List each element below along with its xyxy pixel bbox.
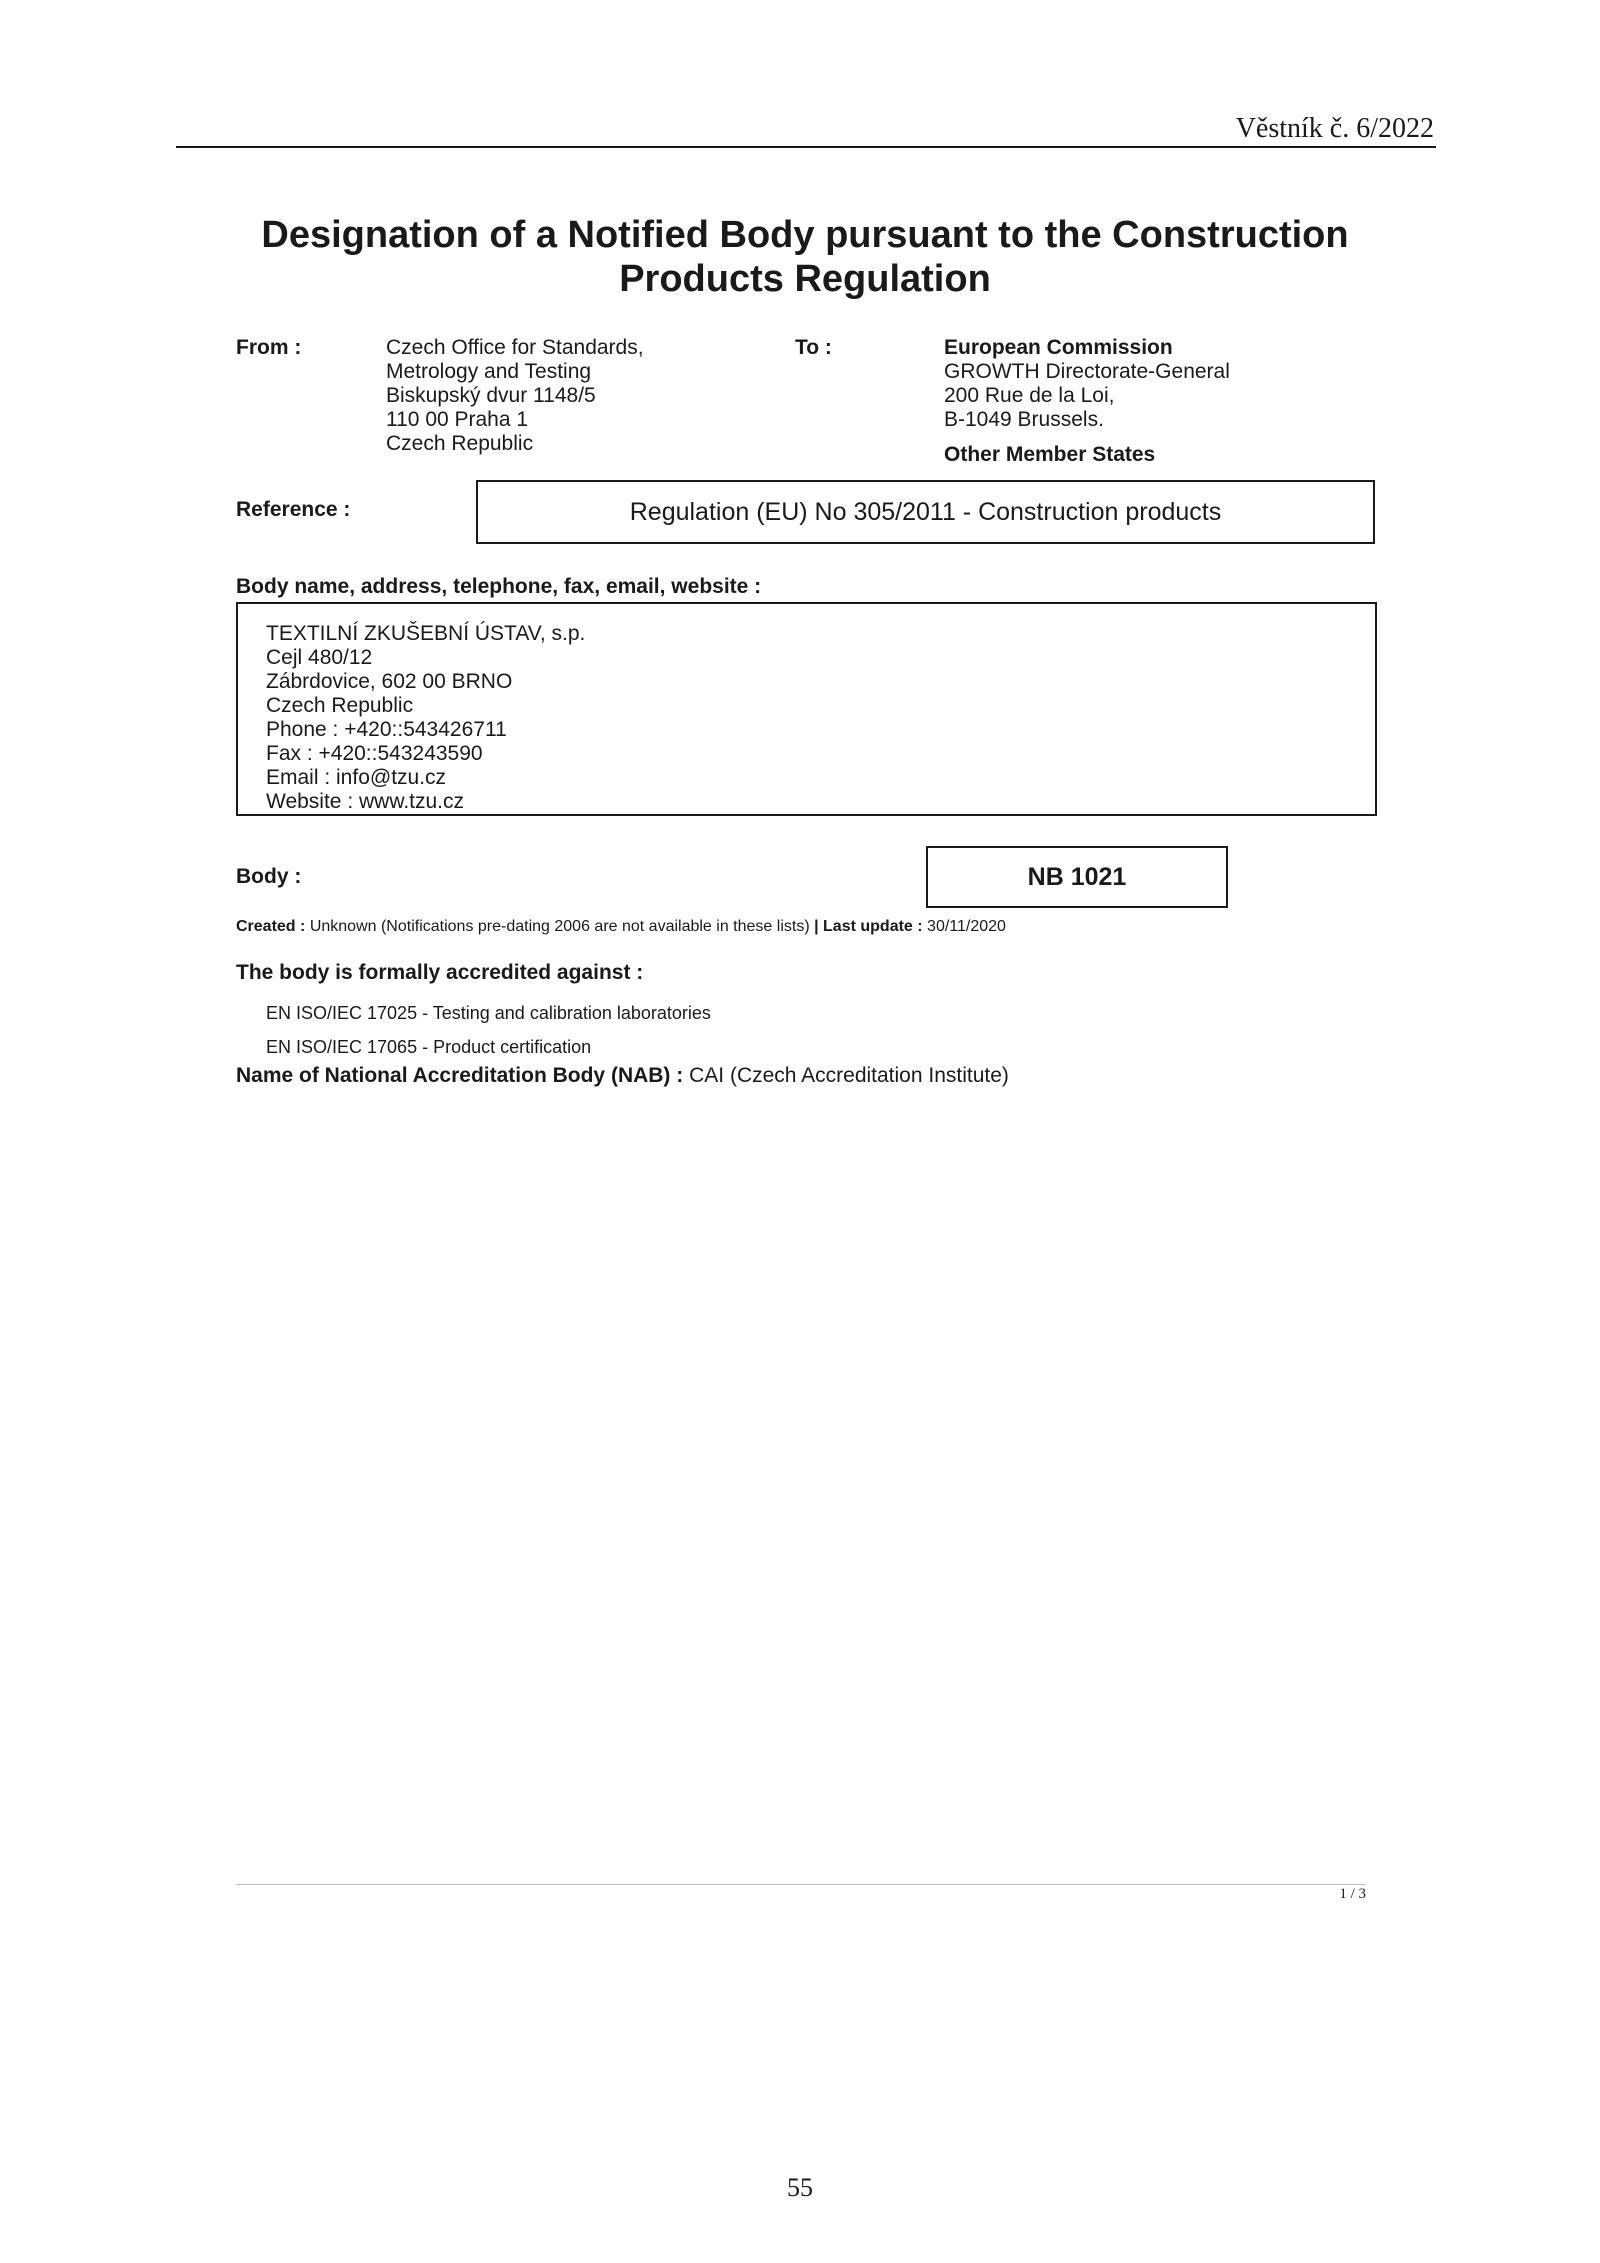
body-name: TEXTILNÍ ZKUŠEBNÍ ÚSTAV, s.p. [266,622,586,645]
body-email: Email : info@tzu.cz [266,766,447,789]
nab-line [236,1064,1009,1088]
body-address-line: Czech Republic [266,694,414,717]
from-address-line: Czech Office for Standards, [386,336,644,359]
reference-box [476,480,1375,544]
accreditation-list [266,996,711,1064]
body-phone: Phone : +420::543426711 [266,718,507,741]
to-address-line: 200 Rue de la Loi, [944,384,1115,407]
to-recipient-name: European Commission [944,336,1173,359]
body-address-line: Cejl 480/12 [266,646,373,669]
nab-label: Name of National Accreditation Body (NAB) : [236,1064,684,1087]
created-value: Unknown (Notifications pre-dating 2006 are not available in these lists) [309,918,810,935]
document-title: Designation of a Notified Body pursuant to the Construction Products Regulation [261,214,1349,300]
reference-value: Regulation (EU) No 305/2011 - Construction products [629,497,1222,526]
footer-divider [236,1884,1366,1885]
notified-body-number: NB 1021 [1027,862,1127,891]
body-details-label: Body name, address, telephone, fax, email, website : [236,575,762,598]
to-label: To : [795,336,832,359]
accreditation-heading: The body is formally accredited against : [236,961,644,984]
created-label: Created : [236,918,306,935]
header-divider [176,146,1436,148]
last-update-value: 30/11/2020 [927,918,1006,935]
last-update-label: Last update : [823,918,923,935]
accreditation-standard: EN ISO/IEC 17025 - Testing and calibration laboratories [266,1003,711,1023]
notified-body-number-box [926,846,1228,908]
from-address-line: 110 00 Praha 1 [386,408,529,431]
from-address-line: Metrology and Testing [386,360,592,383]
from-label: From : [236,336,302,359]
body-website: Website : www.tzu.cz [266,790,465,813]
to-address-line: B-1049 Brussels. [944,408,1104,431]
created-line [236,918,1006,936]
journal-issue-header: Věstník č. 6/2022 [1235,113,1434,144]
to-other-recipients: Other Member States [944,443,1156,466]
page-counter: 1 / 3 [1339,1886,1366,1902]
page-number: 55 [787,2173,813,2202]
from-address-line: Biskupský dvur 1148/5 [386,384,596,407]
nab-value: CAI (Czech Accreditation Institute) [689,1064,1009,1087]
to-address [944,336,1230,432]
body-address-line: Zábrdovice, 602 00 BRNO [266,670,513,693]
body-details-box [236,602,1377,816]
to-address-line: GROWTH Directorate-General [944,360,1230,383]
reference-label: Reference : [236,498,351,521]
body-label: Body : [236,865,302,888]
from-address [386,336,644,456]
accreditation-standard: EN ISO/IEC 17065 - Product certification [266,1037,592,1057]
body-fax: Fax : +420::543243590 [266,742,483,765]
from-address-line: Czech Republic [386,432,534,455]
created-separator: | [814,918,819,935]
